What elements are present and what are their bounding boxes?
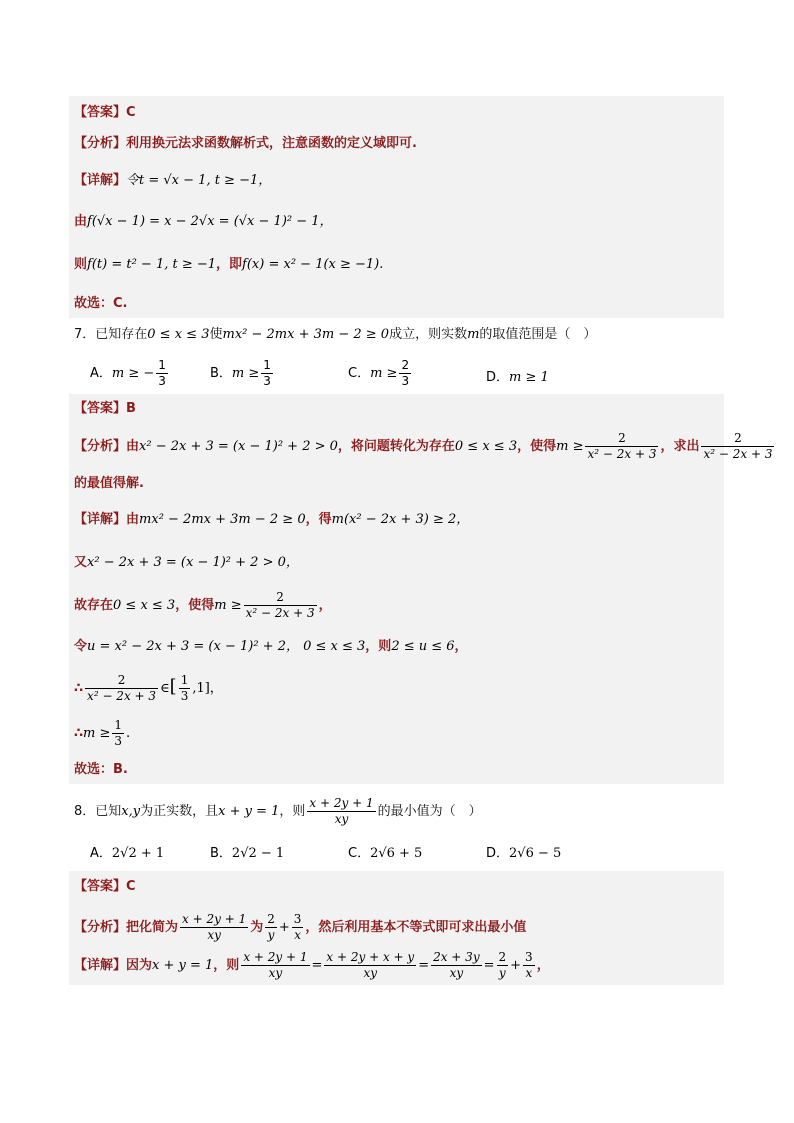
analysis-line-8: 【分析】把化简为 $\frac{x + 2y + 1}{xy}$ 为 $\frac{2}{y}$ + $\frac{3}{x}$ ，然后利用基本不等式即可求出最小值	[74, 912, 527, 942]
answer-box-6	[69, 96, 724, 318]
fraction: $\frac{3}{x}$	[293, 912, 302, 942]
question-8-option-a[interactable]: A．2√2 + 1	[90, 846, 165, 861]
question-7-option-b[interactable]: B．m ≥ $\frac{1}{3}$	[210, 358, 271, 388]
fraction: $\frac{2}{\text{x² − 2x + 3}}$	[87, 673, 157, 703]
analysis-line-7-cont: 的最值得解.	[74, 476, 144, 491]
detail-line-7-5: ∴ $\frac{2}{\text{x² − 2x + 3}}$ ∈[ $\frac{1}{3}$ ,1]，	[74, 673, 223, 703]
conclusion-7: 故选：B.	[74, 762, 128, 777]
detail-line-6-3: 则f(t) = t² − 1, t ≥ −1，即f(x) = x² − 1(x ≥ −1).	[74, 257, 384, 272]
fraction: $\frac{3}{x}$	[525, 950, 533, 980]
fraction: $\frac{2}{3}$	[401, 358, 410, 388]
fraction: $\frac{x + 2y + 1}{xy}$	[243, 950, 308, 980]
detail-line-7-2: 又x² − 2x + 3 = (x − 1)² + 2 > 0，	[74, 555, 299, 570]
detail-line-7-4: 令u = x² − 2x + 3 = (x − 1)² + 2， 0 ≤ x ≤ 3，则2 ≤ u ≤ 6，	[74, 639, 468, 654]
fraction: $\frac{x + 2y + x + y}{xy}$	[326, 950, 415, 980]
fraction: $\frac{1}{3}$	[180, 673, 189, 703]
fraction: $\frac{x + 2y + 1}{xy}$	[309, 796, 374, 826]
question-7-option-a[interactable]: A．m ≥ − $\frac{1}{3}$	[90, 358, 166, 388]
fraction: $\frac{1}{3}$	[158, 358, 166, 388]
fraction: $\frac{2}{y}$	[267, 912, 275, 942]
question-8-option-b[interactable]: B．2√2 − 1	[210, 846, 285, 861]
detail-line-8-1: 【详解】因为x + y = 1，则 $\frac{x + 2y + 1}{xy}$ = $\frac{x + 2y + x + y}{xy}$ = $\frac{2x + 3y}{xy}$ = $\frac{2}{y}$ + $\frac{3}{x}$ ，	[74, 950, 550, 980]
fraction: $\frac{1}{3}$	[114, 718, 123, 748]
fraction: $\frac{2}{\text{x² − 2x + 3}}$	[703, 431, 773, 461]
detail-line-7-3: 故存在0 ≤ x ≤ 3，使得m ≥ $\frac{2}{\text{x² − 2x + 3}}$ ，	[74, 590, 332, 620]
question-7-stem: 7．已知存在0 ≤ x ≤ 3使mx² − 2mx + 3m − 2 ≥ 0成立，则实数m的取值范围是（ ）	[74, 327, 597, 342]
fraction: $\frac{2x + 3y}{xy}$	[433, 950, 480, 980]
fraction: $\frac{2}{y}$	[498, 950, 507, 980]
fraction: $\frac{2}{\text{x² − 2x + 3}}$	[245, 590, 315, 620]
analysis-line-6: 【分析】利用换元法求函数解析式，注意函数的定义域即可.	[74, 136, 417, 151]
detail-line-6-2: 由f(√x − 1) = x − 2√x = (√x − 1)² − 1，	[74, 214, 333, 229]
question-8-option-c[interactable]: C．2√6 + 5	[348, 846, 423, 861]
fraction: $\frac{2}{\text{x² − 2x + 3}}$	[587, 431, 657, 461]
conclusion-6: 故选：C.	[74, 296, 128, 311]
question-7-option-c[interactable]: C．m ≥ $\frac{2}{3}$	[348, 358, 410, 388]
detail-line-7-6: ∴m ≥ $\frac{1}{3}$ .	[74, 718, 131, 748]
question-8-stem: 8．已知x,y为正实数，且x + y = 1，则 $\frac{x + 2y + 1}{xy}$ 的最小值为（ ）	[74, 796, 482, 826]
detail-line-6-1: 【详解】令t = √x − 1, t ≥ −1，	[74, 173, 272, 188]
fraction: $\frac{x + 2y + 1}{xy}$	[182, 912, 247, 942]
answer-line-7: 【答案】B	[74, 401, 136, 416]
question-8-option-d[interactable]: D．2√6 − 5	[486, 846, 562, 861]
answer-line-6: 【答案】C	[74, 105, 136, 120]
analysis-line-7: 【分析】由x² − 2x + 3 = (x − 1)² + 2 > 0，将问题转化为存在0 ≤ x ≤ 3，使得m ≥ $\frac{2}{\text{x² − 2x + 3}}$ ，求出 $\frac{2}{\text{x² − 2x + 3}}$	[74, 431, 773, 461]
detail-line-7-1: 【详解】由mx² − 2mx + 3m − 2 ≥ 0，得m(x² − 2x + 3) ≥ 2，	[74, 512, 470, 527]
answer-line-8: 【答案】C	[74, 879, 136, 894]
question-7-option-d[interactable]: D．m ≥ 1	[486, 370, 549, 385]
fraction: $\frac{1}{3}$	[263, 358, 271, 388]
